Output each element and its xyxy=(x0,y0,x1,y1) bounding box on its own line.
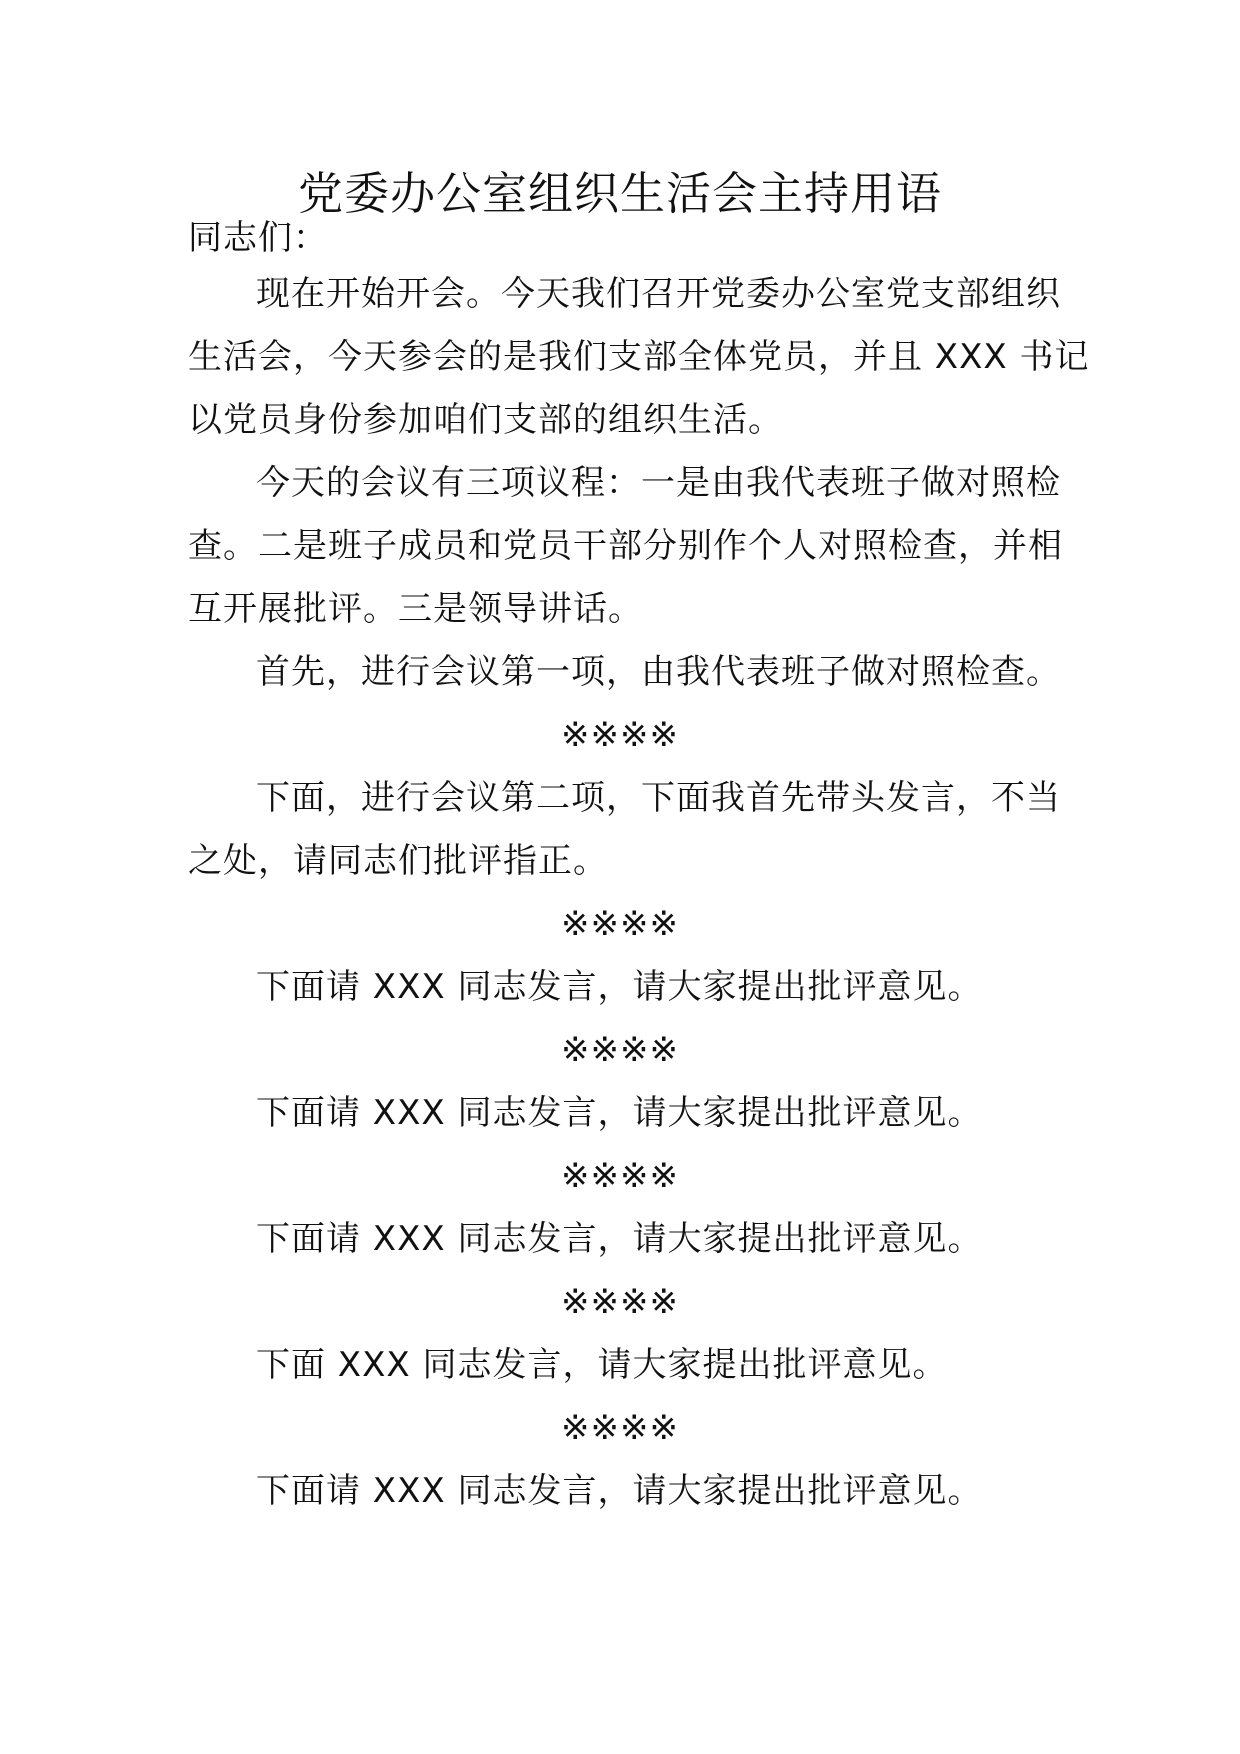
paragraph-2-line-3: 互开展批评。三是领导讲话。 xyxy=(188,589,643,629)
paragraph-2-line-1: 今天的会议有三项议程：一是由我代表班子做对照检 xyxy=(256,463,1061,503)
separator: ※※※※ xyxy=(561,1156,679,1196)
speaker-line: 下面请 XXX 同志发言，请大家提出批评意见。 xyxy=(256,967,983,1007)
paragraph-1-line-2: 生活会，今天参会的是我们支部全体党员，并且 XXX 书记 xyxy=(188,337,1090,377)
paragraph-1-line-3: 以党员身份参加咱们支部的组织生活。 xyxy=(188,400,783,440)
separator: ※※※※ xyxy=(561,1030,679,1070)
separator: ※※※※ xyxy=(561,904,679,944)
separator: ※※※※ xyxy=(561,1408,679,1448)
paragraph-4-line-2: 之处，请同志们批评指正。 xyxy=(188,841,608,881)
speaker-line: 下面请 XXX 同志发言，请大家提出批评意见。 xyxy=(256,1219,983,1259)
salutation: 同志们： xyxy=(188,218,328,258)
paragraph-2-line-2: 查。二是班子成员和党员干部分别作个人对照检查，并相 xyxy=(188,526,1063,566)
separator: ※※※※ xyxy=(561,1282,679,1322)
speaker-line: 下面 XXX 同志发言，请大家提出批评意见。 xyxy=(256,1345,948,1385)
separator: ※※※※ xyxy=(561,715,679,755)
paragraph-4-line-1: 下面，进行会议第二项，下面我首先带头发言，不当 xyxy=(256,778,1061,818)
paragraph-1-line-1: 现在开始开会。今天我们召开党委办公室党支部组织 xyxy=(256,274,1061,314)
speaker-line: 下面请 XXX 同志发言，请大家提出批评意见。 xyxy=(256,1471,983,1511)
speaker-line: 下面请 XXX 同志发言，请大家提出批评意见。 xyxy=(256,1093,983,1133)
paragraph-3: 首先，进行会议第一项，由我代表班子做对照检查。 xyxy=(256,652,1061,692)
document-title: 党委办公室组织生活会主持用语 xyxy=(297,167,942,220)
